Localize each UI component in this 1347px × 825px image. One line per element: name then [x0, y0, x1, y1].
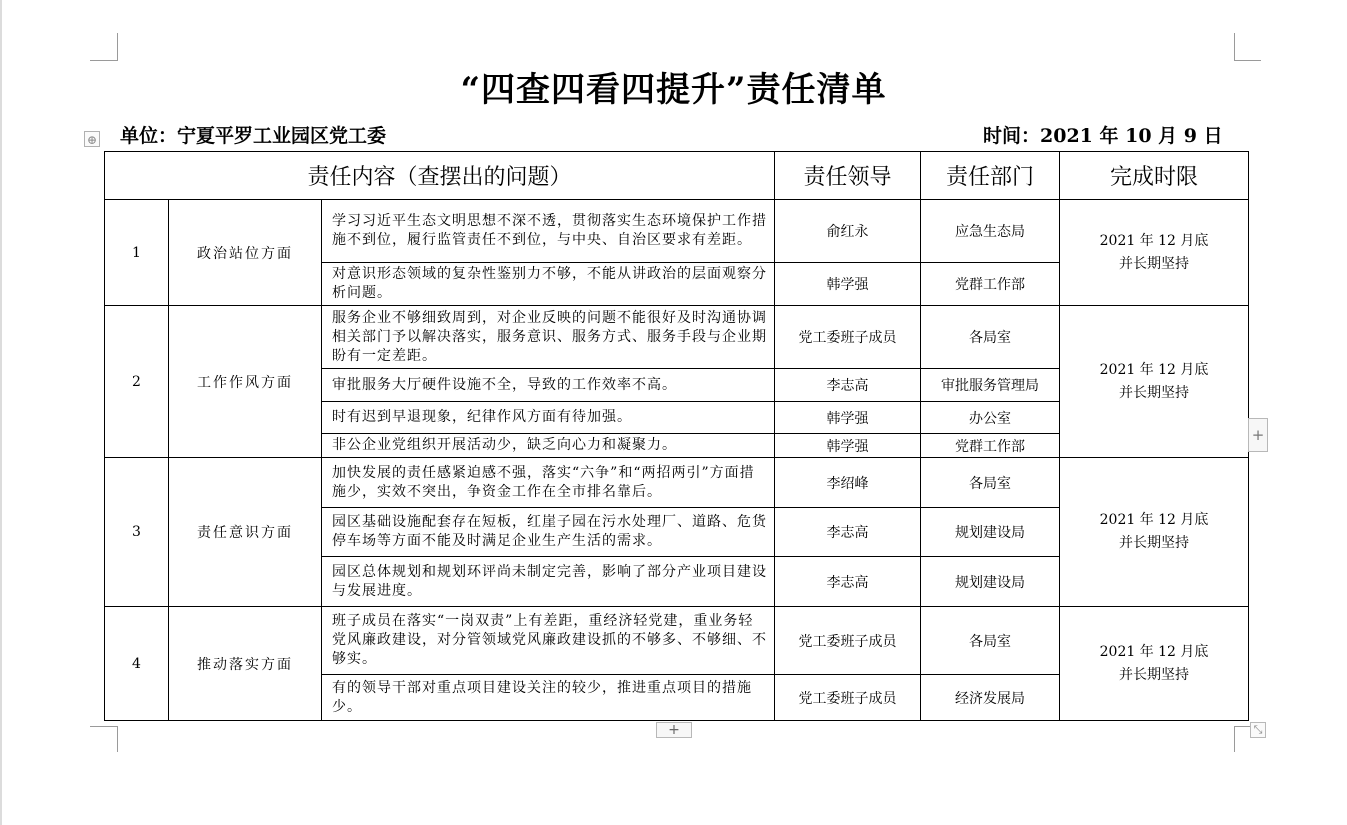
crop-mark-tl-h: [90, 60, 118, 61]
issue-cell: 学习习近平生态文明思想不深不透，贯彻落实生态环境保护工作措施不到位，履行监管责任不到位，与中央、自治区要求有差距。: [322, 200, 775, 263]
responsibility-table: [104, 151, 1249, 721]
issue-cell: 有的领导干部对重点项目建设关注的较少，推进重点项目的措施少。: [322, 675, 775, 721]
leader-cell: 党工委班子成员: [775, 306, 921, 369]
add-column-icon[interactable]: +: [1248, 418, 1268, 452]
issue-cell: 时有迟到早退现象，纪律作风方面有待加强。: [322, 402, 775, 434]
department-cell: 经济发展局: [921, 675, 1060, 721]
date-label: 时间：2021 年 10 月 9 日: [983, 125, 1223, 147]
deadline-note: 并长期坚持: [1119, 535, 1190, 551]
department-cell: 办公室: [921, 402, 1060, 434]
crop-mark-tl-v: [117, 33, 118, 60]
leader-cell: 党工委班子成员: [775, 675, 921, 721]
department-cell: 应急生态局: [921, 200, 1060, 263]
table-header-row: [105, 152, 1249, 200]
deadline-cell: [1060, 306, 1249, 458]
issue-cell: 园区基础设施配套存在短板，红崖子园在污水处理厂、道路、危货停车场等方面不能及时满足企业生产生活的需求。: [322, 508, 775, 557]
leader-cell: 俞红永: [775, 200, 921, 263]
add-row-icon[interactable]: +: [656, 722, 692, 738]
issue-cell: 加快发展的责任感紧迫感不强，落实“六争”和“两招两引”方面措施少，实效不突出，争资金工作在全市排名靠后。: [322, 458, 775, 508]
issue-cell: 对意识形态领域的复杂性鉴别力不够，不能从讲政治的层面观察分析问题。: [322, 263, 775, 306]
leader-cell: 党工委班子成员: [775, 607, 921, 675]
row-category: 政治站位方面: [169, 200, 322, 306]
row-category: 工作作风方面: [169, 306, 322, 458]
leader-cell: 韩学强: [775, 434, 921, 458]
department-cell: 党群工作部: [921, 263, 1060, 306]
table-move-icon[interactable]: ⊕: [84, 131, 100, 147]
deadline-cell: [1060, 200, 1249, 306]
deadline-date: 2021 年 12 月底: [1099, 512, 1209, 528]
issue-cell: 非公企业党组织开展活动少，缺乏向心力和凝聚力。: [322, 434, 775, 458]
row-number: 1: [105, 200, 169, 306]
table-row: [105, 458, 1249, 508]
leader-cell: 李志高: [775, 557, 921, 607]
header-content: 责任内容（查摆出的问题）: [105, 152, 775, 200]
deadline-note: 并长期坚持: [1119, 255, 1190, 272]
row-number: 4: [105, 607, 169, 721]
issue-cell: 班子成员在落实“一岗双责”上有差距，重经济轻党建，重业务轻党风廉政建设，对分管领域党风廉政建设抓的不够多、不够细、不够实。: [322, 607, 775, 675]
leader-cell: 李志高: [775, 508, 921, 557]
table-row: [105, 200, 1249, 263]
table-resize-icon[interactable]: ⤡: [1250, 722, 1266, 738]
department-cell: 规划建设局: [921, 508, 1060, 557]
unit-label: 单位：宁夏平罗工业园区党工委: [120, 125, 387, 147]
department-cell: 各局室: [921, 607, 1060, 675]
leader-cell: 韩学强: [775, 263, 921, 306]
leader-cell: 韩学强: [775, 402, 921, 434]
crop-mark-br-h: [1234, 726, 1250, 727]
crop-mark-bl-v: [117, 726, 118, 752]
department-cell: 规划建设局: [921, 557, 1060, 607]
issue-cell: 服务企业不够细致周到，对企业反映的问题不能很好及时沟通协调相关部门予以解决落实，服务意识、服务方式、服务手段与企业期盼有一定差距。: [322, 306, 775, 369]
row-number: 3: [105, 458, 169, 607]
department-cell: 各局室: [921, 306, 1060, 369]
crop-mark-br-v: [1234, 726, 1235, 752]
issue-cell: 园区总体规划和规划环评尚未制定完善，影响了部分产业项目建设与发展进度。: [322, 557, 775, 607]
document-title: “四查四看四提升”责任清单: [460, 70, 887, 110]
department-cell: 党群工作部: [921, 434, 1060, 458]
page-edge: [0, 0, 2, 825]
department-cell: 审批服务管理局: [921, 369, 1060, 402]
table-row: [105, 607, 1249, 675]
deadline-note: 并长期坚持: [1119, 384, 1190, 401]
row-number: 2: [105, 306, 169, 458]
deadline-date: 2021 年 12 月底: [1099, 361, 1209, 378]
row-category: 责任意识方面: [169, 458, 322, 607]
header-deadline: 完成时限: [1060, 152, 1249, 200]
table-row: [105, 306, 1249, 369]
deadline-date: 2021 年 12 月底: [1099, 232, 1209, 249]
deadline-date: 2021 年 12 月底: [1099, 643, 1209, 660]
leader-cell: 李志高: [775, 369, 921, 402]
department-cell: 各局室: [921, 458, 1060, 508]
crop-mark-bl-h: [90, 726, 118, 727]
deadline-note: 并长期坚持: [1119, 666, 1190, 683]
row-category: 推动落实方面: [169, 607, 322, 721]
leader-cell: 李绍峰: [775, 458, 921, 508]
deadline-cell: [1060, 458, 1249, 607]
header-leader: 责任领导: [775, 152, 921, 200]
header-department: 责任部门: [921, 152, 1060, 200]
crop-mark-tr-v: [1234, 33, 1235, 60]
crop-mark-tr-h: [1234, 60, 1261, 61]
deadline-cell: [1060, 607, 1249, 721]
issue-cell: 审批服务大厅硬件设施不全，导致的工作效率不高。: [322, 369, 775, 402]
